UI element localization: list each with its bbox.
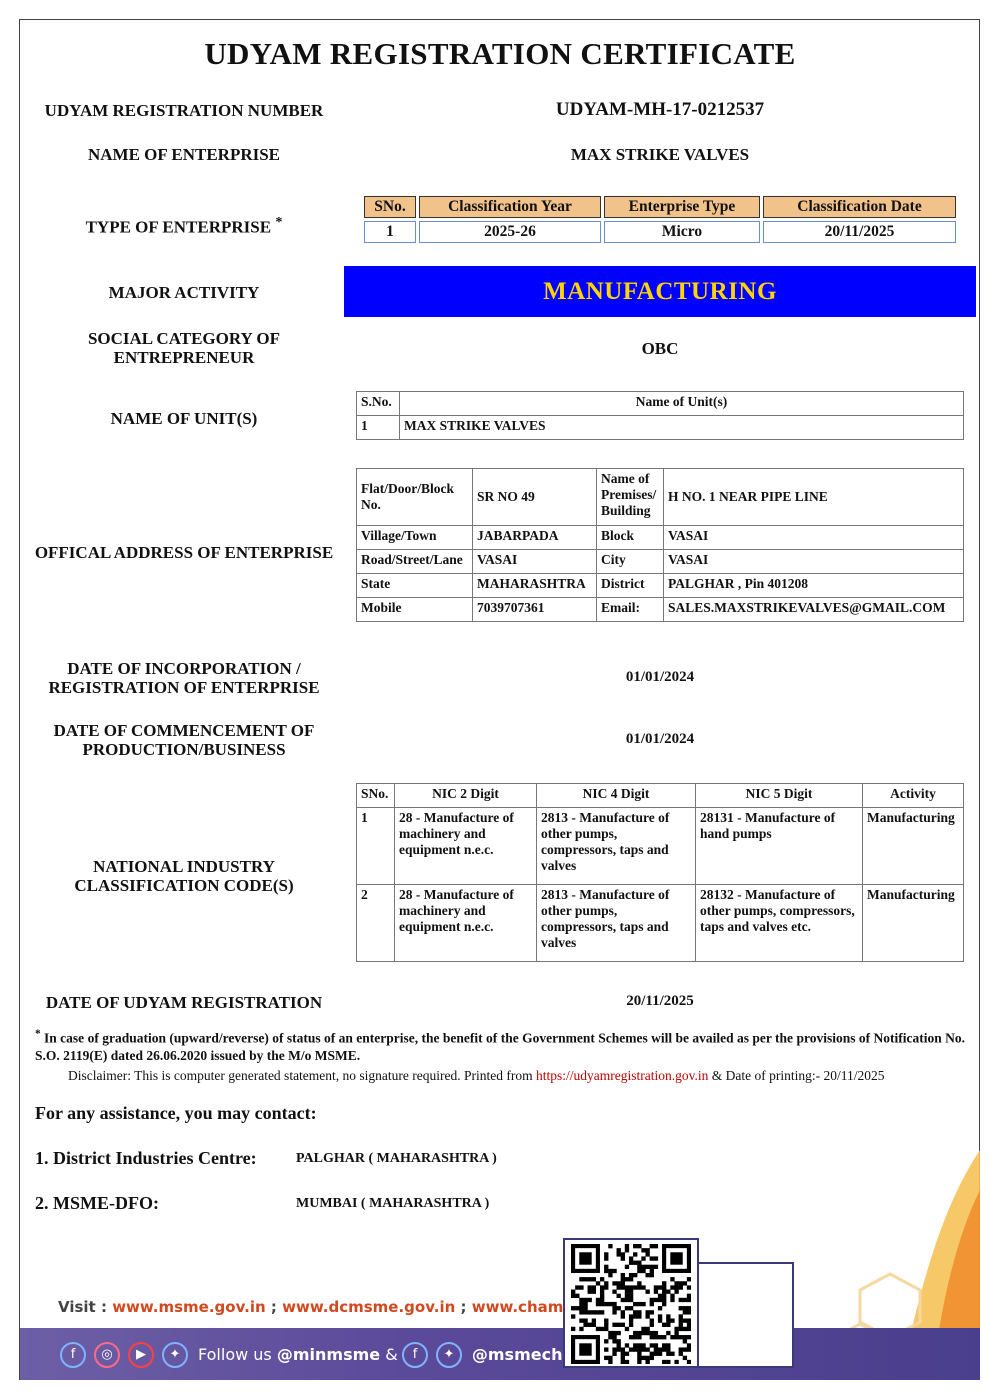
major-activity-value: MANUFACTURING [344, 266, 976, 317]
units-cell: 1 [357, 416, 400, 440]
nic-header: Activity [863, 784, 964, 808]
commencement-label-line2: PRODUCTION/BUSINESS [82, 740, 286, 759]
twitter-icon[interactable]: ✦ [162, 1342, 188, 1368]
commencement-value: 01/01/2024 [625, 731, 695, 747]
nic-header: SNo. [357, 784, 395, 808]
incorporation-label-line2: REGISTRATION OF ENTERPRISE [48, 678, 320, 697]
units-header: S.No. [357, 392, 400, 416]
classification-row [364, 221, 956, 243]
address-value: SR NO 49 [473, 469, 597, 526]
address-value: PALGHAR , Pin 401208 [664, 574, 964, 598]
address-key: Block [597, 526, 664, 550]
address-value: H NO. 1 NEAR PIPE LINE [664, 469, 964, 526]
separator: ; [270, 1298, 277, 1316]
units-header: Name of Unit(s) [400, 392, 964, 416]
address-key: Name of Premises/ Building [597, 469, 664, 526]
contact-heading: For any assistance, you may contact: [35, 1103, 317, 1123]
reg-number-value: UDYAM-MH-17-0212537 [555, 99, 765, 120]
nic-cell: 1 [357, 808, 395, 885]
qr-frame-extension [697, 1262, 794, 1368]
note-star: * [35, 1028, 41, 1040]
address-key: Email: [597, 598, 664, 622]
social-category-label-line1: SOCIAL CATEGORY OF [87, 329, 281, 348]
units-row [357, 416, 964, 440]
nic-header: NIC 4 Digit [537, 784, 696, 808]
nic-cell: 28 - Manufacture of machinery and equipment n.e.c. [395, 808, 537, 885]
disclaimer [68, 1068, 884, 1084]
dfo-value: MUMBAI ( MAHARASHTRA ) [296, 1196, 490, 1211]
udyam-date-value: 20/11/2025 [626, 993, 694, 1009]
nic-row [357, 885, 964, 962]
classification-cell: Micro [604, 221, 760, 243]
nic-cell: 2 [357, 885, 395, 962]
major-activity-label: MAJOR ACTIVITY [108, 283, 260, 302]
nic-label-line1: NATIONAL INDUSTRY [93, 857, 275, 876]
nic-header: NIC 2 Digit [395, 784, 537, 808]
address-value: VASAI [664, 526, 964, 550]
udyam-date-label: DATE OF UDYAM REGISTRATION [45, 993, 323, 1012]
ampersand: & [385, 1345, 398, 1364]
units-header-row [357, 392, 964, 416]
classification-header-row [364, 196, 956, 218]
dic-value: PALGHAR ( MAHARASHTRA ) [296, 1151, 497, 1166]
nic-row [357, 808, 964, 885]
udyam-portal-link[interactable]: https://udyamregistration.gov.in [536, 1068, 709, 1083]
nic-label [19, 857, 349, 895]
classification-cell: 1 [364, 221, 416, 243]
classification-table [361, 193, 959, 246]
footer-visit-line [58, 1298, 563, 1316]
address-label: OFFICAL ADDRESS OF ENTERPRISE [34, 543, 334, 562]
dic-label: 1. District Industries Centre: [35, 1148, 257, 1168]
address-key: Road/Street/Lane [357, 550, 473, 574]
nic-label-line2: CLASSIFICATION CODE(S) [74, 876, 294, 895]
address-row [357, 469, 964, 526]
social-category-label [19, 329, 349, 367]
address-table [356, 468, 964, 622]
incorporation-label-line1: DATE OF INCORPORATION / [67, 659, 301, 678]
nic-cell: Manufacturing [863, 885, 964, 962]
disclaimer-text: Disclaimer: This is computer generated statement, no signature required. Printed from [68, 1068, 536, 1083]
classification-header: Enterprise Type [604, 196, 760, 218]
address-key: Mobile [357, 598, 473, 622]
units-label: NAME OF UNIT(S) [110, 409, 258, 428]
classification-cell: 20/11/2025 [763, 221, 956, 243]
incorporation-value: 01/01/2024 [625, 669, 695, 685]
address-value: 7039707361 [473, 598, 597, 622]
enterprise-type-label [19, 213, 349, 237]
address-key: City [597, 550, 664, 574]
address-row [357, 598, 964, 622]
address-value: MAHARASHTRA [473, 574, 597, 598]
dfo-label: 2. MSME-DFO: [35, 1193, 159, 1213]
nic-table [356, 783, 964, 962]
nic-cell: 28 - Manufacture of machinery and equipment n.e.c. [395, 885, 537, 962]
handle-msmech[interactable]: @msmech [471, 1345, 563, 1364]
address-value: SALES.MAXSTRIKEVALVES@GMAIL.COM [664, 598, 964, 622]
separator: ; [460, 1298, 467, 1316]
commencement-label-line1: DATE OF COMMENCEMENT OF [53, 721, 315, 740]
follow-label: Follow us [198, 1345, 272, 1364]
page-title: UDYAM REGISTRATION CERTIFICATE [204, 36, 796, 71]
address-value: VASAI [664, 550, 964, 574]
nic-cell: 28131 - Manufacture of hand pumps [696, 808, 863, 885]
commencement-label [19, 721, 349, 759]
address-row [357, 526, 964, 550]
classification-header: SNo. [364, 196, 416, 218]
handle-minmsme[interactable]: @minmsme [276, 1345, 381, 1364]
twitter-icon[interactable]: ✦ [436, 1342, 462, 1368]
classification-header: Classification Date [763, 196, 956, 218]
social-category-label-line2: ENTREPRENEUR [113, 348, 255, 367]
enterprise-name-value: MAX STRIKE VALVES [570, 145, 750, 164]
reg-number-label: UDYAM REGISTRATION NUMBER [44, 101, 324, 120]
follow-us-line [198, 1345, 562, 1364]
address-row [357, 574, 964, 598]
dcmsme-site-link[interactable]: www.dcmsme.gov.in [282, 1298, 456, 1316]
enterprise-type-star: * [275, 214, 283, 230]
address-value: VASAI [473, 550, 597, 574]
classification-header: Classification Year [419, 196, 601, 218]
instagram-icon[interactable]: ◎ [94, 1342, 120, 1368]
qr-code-frame [563, 1238, 699, 1368]
note-text: In case of graduation (upward/reverse) of status of an enterprise, the benefit of the Government Schemes will be availed as per the provisions of Notification No. S.O. 2119(E) dated 26.06.2020 issued by the M/o MSME. [35, 1030, 966, 1063]
nic-cell: Manufacturing [863, 808, 964, 885]
address-key: Village/Town [357, 526, 473, 550]
visit-label: Visit : [58, 1298, 107, 1316]
qr-code [571, 1244, 691, 1364]
nic-cell: 2813 - Manufacture of other pumps, compressors, taps and valves [537, 808, 696, 885]
facebook-icon[interactable]: f [402, 1342, 428, 1368]
enterprise-type-label-text: TYPE OF ENTERPRISE [85, 217, 272, 237]
units-table [356, 391, 964, 440]
units-cell: MAX STRIKE VALVES [400, 416, 964, 440]
address-value: JABARPADA [473, 526, 597, 550]
graduation-note [35, 1026, 965, 1064]
classification-cell: 2025-26 [419, 221, 601, 243]
address-key: District [597, 574, 664, 598]
disclaimer-date: & Date of printing:- 20/11/2025 [708, 1068, 885, 1083]
nic-header-row [357, 784, 964, 808]
enterprise-name-label: NAME OF ENTERPRISE [87, 145, 281, 164]
incorporation-label [19, 659, 349, 697]
youtube-icon[interactable]: ▶ [128, 1342, 154, 1368]
address-row [357, 550, 964, 574]
champions-site-link[interactable]: www.cham [471, 1298, 564, 1316]
address-key: State [357, 574, 473, 598]
social-category-value: OBC [641, 339, 679, 358]
facebook-icon[interactable]: f [60, 1342, 86, 1368]
address-key: Flat/Door/Block No. [357, 469, 473, 526]
nic-cell: 28132 - Manufacture of other pumps, compressors, taps and valves etc. [696, 885, 863, 962]
msme-site-link[interactable]: www.msme.gov.in [112, 1298, 266, 1316]
nic-cell: 2813 - Manufacture of other pumps, compressors, taps and valves [537, 885, 696, 962]
nic-header: NIC 5 Digit [696, 784, 863, 808]
